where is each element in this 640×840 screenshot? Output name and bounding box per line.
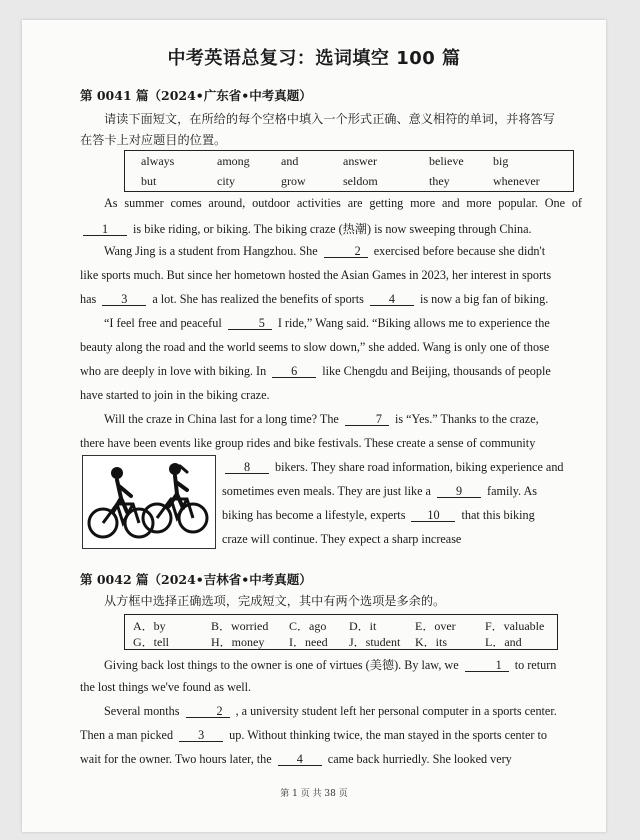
word-bank-item: they xyxy=(429,174,450,188)
page-title: 中考英语总复习：选词填空 100 篇 xyxy=(167,48,461,69)
instructions-line: 从方框中选择正确选项，完成短文，其中有两个选项是多余的。 xyxy=(104,594,446,608)
option-item: J．student xyxy=(349,635,401,649)
answer-blank[interactable]: 9 xyxy=(437,485,481,498)
word-bank-item: grow xyxy=(281,174,306,188)
page-footer: 第 1 页 共 38 页 xyxy=(280,789,348,799)
word-bank-item: answer xyxy=(343,154,377,168)
word-bank-item: seldom xyxy=(343,174,378,188)
passage-line: beauty along the road and the world seems to slow down,” she added. Wang is only one of those xyxy=(80,340,550,354)
document-page xyxy=(22,20,606,832)
option-item: L．and xyxy=(485,635,522,649)
option-item: G．tell xyxy=(133,635,169,649)
word-bank-box xyxy=(124,150,574,192)
word-bank-item: always xyxy=(141,154,175,168)
passage-line: Wang Jing is a student from Hangzhou. She 2 exercised before because she didn't xyxy=(104,244,546,258)
answer-blank[interactable]: 6 xyxy=(272,365,316,378)
passage-line: biking has become a lifestyle, experts 10 that this biking xyxy=(222,508,535,522)
bicycle-icon xyxy=(83,456,215,548)
answer-blank[interactable]: 5 xyxy=(228,317,272,330)
option-item: F．valuable xyxy=(485,619,545,633)
passage-line: sometimes even meals. They are just like a 9 family. As xyxy=(222,484,538,498)
answer-blank[interactable]: 1 xyxy=(83,223,127,236)
instructions-line-1: 请读下面短文，在所给的每个空格中填入一个形式正确、意义相符的单词，并将答写 xyxy=(104,112,555,126)
answer-blank[interactable]: 2 xyxy=(186,705,230,718)
answer-blank[interactable]: 1 xyxy=(465,659,509,672)
section-heading-0042: 第 0042 篇（2024•吉林省•中考真题） xyxy=(80,572,312,587)
passage-line: Several months 2 , a university student left her personal computer in a sports center. xyxy=(104,704,557,718)
answer-blank[interactable]: 3 xyxy=(102,293,146,306)
passage-line: Will the craze in China last for a long time? The 7 is “Yes.” Thanks to the craze, xyxy=(104,412,539,426)
passage-line: wait for the owner. Two hours later, the 4 came back hurriedly. She looked very xyxy=(80,752,512,766)
answer-blank[interactable]: 2 xyxy=(324,245,368,258)
passage-line: 8 bikers. They share road information, biking experience and xyxy=(222,460,582,475)
answer-blank[interactable]: 4 xyxy=(278,753,322,766)
answer-blank[interactable]: 8 xyxy=(225,461,269,474)
word-bank-item: big xyxy=(493,154,509,168)
passage-line: Then a man picked 3 up. Without thinking twice, the man stayed in the sports center to xyxy=(80,728,547,742)
section-heading-0041: 第 0041 篇（2024•广东省•中考真题） xyxy=(80,88,312,103)
options-box xyxy=(124,614,558,650)
instructions-line-2: 在答卡上对应题目的位置。 xyxy=(80,133,227,147)
passage-line: 1 is bike riding, or biking. The biking craze (热潮) is now sweeping through China. xyxy=(80,220,582,237)
word-bank-item: whenever xyxy=(493,174,540,188)
option-item: B．worried xyxy=(211,619,269,633)
option-item: D．it xyxy=(349,619,377,633)
passage-line: have started to join in the biking craze. xyxy=(80,388,270,402)
option-item: I．need xyxy=(289,635,328,649)
answer-blank[interactable]: 7 xyxy=(345,413,389,426)
bikers-illustration xyxy=(82,455,216,549)
answer-blank[interactable]: 10 xyxy=(411,509,455,522)
word-bank-item: among xyxy=(217,154,250,168)
passage-line: As summer comes around, outdoor activities are getting more and more popular. One of xyxy=(104,196,582,210)
passage-line: has 3 a lot. She has realized the benefits of sports 4 is now a big fan of biking. xyxy=(80,292,549,306)
word-bank-item: but xyxy=(141,174,157,188)
option-item: K．its xyxy=(415,635,448,649)
passage-line: “I feel free and peaceful 5 I ride,” Wang said. “Biking allows me to experience the xyxy=(104,316,550,330)
word-bank-item: city xyxy=(217,174,235,188)
option-item: E．over xyxy=(415,619,456,633)
answer-blank[interactable]: 4 xyxy=(370,293,414,306)
option-item: C．ago xyxy=(289,619,327,633)
passage-line: there have been events like group rides and bike festivals. These create a sense of community xyxy=(80,436,536,450)
word-bank-item: and xyxy=(281,154,299,168)
passage-line: Giving back lost things to the owner is one of virtues (美德). By law, we 1 to return xyxy=(104,658,557,672)
answer-blank[interactable]: 3 xyxy=(179,729,223,742)
option-item: A．by xyxy=(133,619,166,633)
option-item: H．money xyxy=(211,635,265,649)
word-bank-item: believe xyxy=(429,154,464,168)
passage-line: the lost things we've found as well. xyxy=(80,680,252,694)
passage-line: craze will continue. They expect a sharp increase xyxy=(222,532,462,546)
passage-line: like sports much. But since her hometown hosted the Asian Games in 2023, her interest in sports xyxy=(80,268,552,282)
passage-line: who are deeply in love with biking. In 6 like Chengdu and Beijing, thousands of people xyxy=(80,364,551,378)
